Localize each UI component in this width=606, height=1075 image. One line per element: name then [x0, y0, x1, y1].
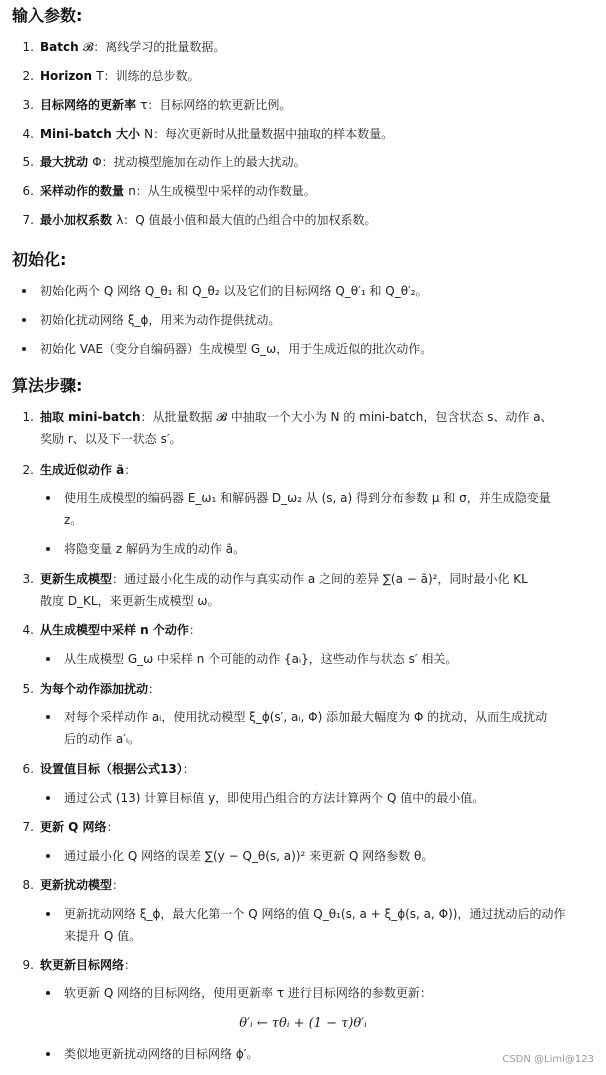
bullet-icon — [46, 547, 50, 551]
bullet-icon — [46, 854, 50, 858]
watermark: CSDN @Liml@123 — [502, 1054, 594, 1065]
bullet-icon — [46, 496, 50, 500]
bullet-icon — [46, 991, 50, 995]
init-heading: 初始化: — [12, 250, 67, 269]
input-params-heading: 输入参数: — [12, 6, 83, 25]
bullet-icon — [22, 289, 26, 293]
bullet-icon — [46, 715, 50, 719]
bullet-icon — [46, 796, 50, 800]
algo-heading: 算法步骤: — [12, 376, 83, 395]
document-page: 输入参数: 1. Batch 𝓑：离线学习的批量数据。 2. Horizon T：训练的总步数。 3. 目标网络的更新率 τ：目标网络的软更新比例。 4. Mini-batch 大小 N：每次更新时从批量数据中抽取的样本数量。 5. 最大扰动 Φ：扰动模型施加在动作上的最大扰动。 6. 采样动作的数量 n：从生成模型中采样的动作数量。 7. 最小加权系数 λ：Q 值最小值和最大值的凸组合中的加权系数。 初始化: 初始化两个 Q 网络 Q_θ₁ 和 Q_θ₂ 以及它们的目标网络 Q_θ′₁ 和 Q_θ′₂。 初始化扰动网络 ξ_ϕ，用来为动作提供扰动。 初始化 VAE（变分自编码器）生成模型 G_ω，用于生成近似的批次动作。 算法步骤: 1. 抽取 mini-batch：从批量数据 𝓑 中抽取一个大小为 N 的 mini-batch，包含状态 s、动作 a、 奖励 r、以及下一状态 s′。 2. 生成近似动作 ã： 使用生成模型的编码器 E_ω₁ 和解码器 D_ω₂ 从 (s, a) 得到分布参数 μ 和 σ，并生成隐变量 z。 将隐变量 z 解码为生成的动作 ã。 3. 更新生成模型：通过最小化生成的动作与真实动作 a 之间的差异 ∑(a − ã)²，同时最小化 KL 散度 D_KL，来更新生成模型 ω。 4. 从生成模型中采样 n 个动作： 从生成模型 G_ω 中采样 n 个可能的动作 {aᵢ}，这些动作与状态 s′ 相关。 5. 为每个动作添加扰动： 对每个采样动作 aᵢ，使用扰动模型 ξ_ϕ(s′, aᵢ, Φ) 添加最大幅度为 Φ 的扰动，从而生成扰动 后的动作 a′ᵢ。 6. 设置值目标（根据公式13）： 通过公式 (13) 计算目标值 y，即使用凸组合的方法计算两个 Q 值中的最小值。 7. 更新 Q 网络： 通过最小化 Q 网络的误差 ∑(y − Q_θ(s, a))² 来更新 Q 网络参数 θ。 8. 更新扰动模型： 更新扰动网络 ξ_ϕ，最大化第一个 Q 网络的值 Q_θ₁(s, a + ξ_ϕ(s, a, Φ))，通过扰动后的动作 来提升 Q 值。 9. 软更新目标网络： 软更新 Q 网络的目标网络，使用更新率 τ 进行目标网络的参数更新： θ′ᵢ ← τθᵢ + (1 − τ)θ′ᵢ 类似地更新扰动网络的目标网络 ϕ′。 CSDN @Liml@123 — [0, 0, 606, 1075]
bullet-icon — [46, 657, 50, 661]
soft-update-formula: θ′ᵢ ← τθᵢ + (1 − τ)θ′ᵢ — [239, 1016, 367, 1031]
bullet-icon — [22, 318, 26, 322]
bullet-icon — [46, 1052, 50, 1056]
bullet-icon — [46, 912, 50, 916]
bullet-icon — [22, 347, 26, 351]
